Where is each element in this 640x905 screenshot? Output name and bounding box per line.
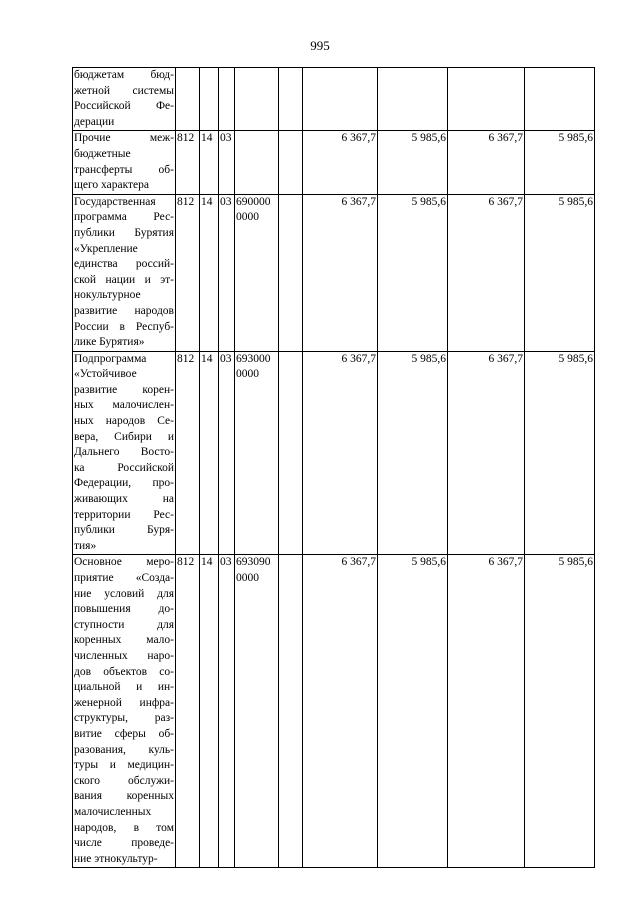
expense-type-cell bbox=[279, 131, 303, 194]
row-name-cell bbox=[73, 131, 176, 194]
row-name-line: Прочие меж- bbox=[74, 132, 174, 145]
amount-cell-3: 6 367,7 bbox=[448, 351, 525, 555]
row-name-line: Подпрограмма bbox=[74, 352, 147, 365]
section-code-cell: 14 bbox=[200, 351, 219, 555]
row-name-line: Дальнего Восто- bbox=[74, 446, 174, 459]
row-name-line: трансферты об- bbox=[74, 163, 174, 176]
row-name-line: России в Респуб- bbox=[74, 320, 174, 333]
amount-cell-1 bbox=[303, 68, 378, 131]
row-name-cell bbox=[73, 68, 176, 131]
page-number: 995 bbox=[310, 38, 330, 53]
target-article-line: 693000 bbox=[236, 352, 271, 365]
row-name-line: ского обслужи- bbox=[74, 774, 174, 787]
amount-cell-1: 6 367,7 bbox=[303, 131, 378, 194]
row-name-line: Государственная bbox=[74, 195, 156, 208]
row-name-line: единства россий- bbox=[74, 258, 174, 271]
row-name-line: туры и медицин- bbox=[74, 759, 174, 772]
target-article-line: 690000 bbox=[236, 195, 271, 208]
row-name-line: витие сферы об- bbox=[74, 727, 174, 740]
amount-cell-3 bbox=[448, 68, 525, 131]
row-name-line: дов объектов со- bbox=[74, 665, 174, 678]
target-article-line: 693090 bbox=[236, 556, 271, 569]
row-name-line: Федерации, про- bbox=[74, 477, 174, 490]
amount-cell-4: 5 985,6 bbox=[525, 194, 595, 351]
row-name-line: развитие народов bbox=[74, 304, 174, 317]
table-row bbox=[73, 555, 595, 868]
row-name-line: Российской Фе- bbox=[74, 100, 174, 113]
expense-type-cell bbox=[279, 68, 303, 131]
amount-cell-2: 5 985,6 bbox=[378, 351, 448, 555]
row-name-line: бюджетные bbox=[74, 147, 131, 160]
row-name-line: малочисленных bbox=[74, 805, 152, 818]
row-name-line: ных народов Се- bbox=[74, 415, 174, 428]
table-row bbox=[73, 194, 595, 351]
row-name-line: программа Рес- bbox=[74, 211, 174, 224]
expense-type-cell bbox=[279, 194, 303, 351]
row-name-line: публики Бурятия bbox=[74, 226, 174, 239]
row-name-line: развитие корен- bbox=[74, 383, 174, 396]
amount-cell-2: 5 985,6 bbox=[378, 131, 448, 194]
ministry-code-cell: 812 bbox=[176, 194, 200, 351]
row-name-line: Основное меро- bbox=[74, 556, 174, 569]
table-row bbox=[73, 68, 595, 131]
table-row bbox=[73, 351, 595, 555]
row-name-line: ние условий для bbox=[74, 587, 174, 600]
target-article-line: 0000 bbox=[236, 211, 259, 224]
subsection-code-cell: 03 bbox=[219, 555, 235, 868]
row-name-line: ных малочислен- bbox=[74, 399, 174, 412]
expense-type-cell bbox=[279, 555, 303, 868]
row-name-line: вания коренных bbox=[74, 790, 174, 803]
target-article-cell bbox=[235, 351, 279, 555]
target-article-cell bbox=[235, 555, 279, 868]
section-code-cell: 14 bbox=[200, 555, 219, 868]
target-article-line: 0000 bbox=[236, 572, 259, 584]
expense-type-cell bbox=[279, 351, 303, 555]
budget-table bbox=[72, 67, 595, 868]
amount-cell-4: 5 985,6 bbox=[525, 555, 595, 868]
amount-cell-1: 6 367,7 bbox=[303, 555, 378, 868]
row-name-line: тия» bbox=[74, 539, 97, 552]
row-name-line: ние этнокультур- bbox=[74, 852, 158, 865]
row-name-line: ка Российской bbox=[74, 461, 174, 474]
ministry-code-cell bbox=[176, 68, 200, 131]
ministry-code-cell: 812 bbox=[176, 351, 200, 555]
target-article-cell bbox=[235, 131, 279, 194]
row-name-line: лике Бурятия» bbox=[74, 336, 145, 349]
row-name-line: публики Буря- bbox=[74, 524, 174, 537]
amount-cell-2: 5 985,6 bbox=[378, 555, 448, 868]
row-name-line: числе проведе- bbox=[74, 837, 174, 850]
row-name-line: живающих на bbox=[74, 493, 174, 506]
row-name-line: щего характера bbox=[74, 179, 149, 192]
section-code-cell: 14 bbox=[200, 131, 219, 194]
row-name-line: вера, Сибири и bbox=[74, 430, 174, 443]
subsection-code-cell bbox=[219, 68, 235, 131]
amount-cell-4: 5 985,6 bbox=[525, 131, 595, 194]
subsection-code-cell: 03 bbox=[219, 131, 235, 194]
section-code-cell: 14 bbox=[200, 194, 219, 351]
amount-cell-3: 6 367,7 bbox=[448, 555, 525, 868]
target-article-cell bbox=[235, 68, 279, 131]
target-article-line: 0000 bbox=[236, 368, 259, 381]
row-name-line: «Укрепление bbox=[74, 242, 138, 255]
subsection-code-cell: 03 bbox=[219, 194, 235, 351]
table-body bbox=[73, 68, 595, 868]
row-name-line: приятие «Созда- bbox=[74, 572, 174, 584]
row-name-line: циальной и ин- bbox=[74, 681, 174, 694]
row-name-cell bbox=[73, 194, 176, 351]
amount-cell-4: 5 985,6 bbox=[525, 351, 595, 555]
row-name-line: ступности для bbox=[74, 618, 174, 631]
ministry-code-cell: 812 bbox=[176, 555, 200, 868]
row-name-line: повышения до- bbox=[74, 603, 174, 616]
row-name-line: разования, куль- bbox=[74, 743, 174, 756]
row-name-cell bbox=[73, 555, 176, 868]
amount-cell-2: 5 985,6 bbox=[378, 194, 448, 351]
row-name-line: «Устойчивое bbox=[74, 368, 137, 381]
target-article-cell bbox=[235, 194, 279, 351]
amount-cell-4 bbox=[525, 68, 595, 131]
row-name-line: коренных мало- bbox=[74, 634, 174, 647]
row-name-line: нокультурное bbox=[74, 289, 141, 302]
amount-cell-1: 6 367,7 bbox=[303, 351, 378, 555]
row-name-cell bbox=[73, 351, 176, 555]
row-name-line: структуры, раз- bbox=[74, 712, 174, 725]
row-name-line: ской нации и эт- bbox=[74, 273, 174, 286]
row-name-line: жетной системы bbox=[74, 84, 174, 97]
amount-cell-3: 6 367,7 bbox=[448, 194, 525, 351]
subsection-code-cell: 03 bbox=[219, 351, 235, 555]
row-name-line: территории Рес- bbox=[74, 508, 174, 521]
row-name-line: народов, в том bbox=[74, 821, 174, 834]
row-name-line: дерации bbox=[74, 115, 115, 128]
amount-cell-3: 6 367,7 bbox=[448, 131, 525, 194]
section-code-cell bbox=[200, 68, 219, 131]
row-name-line: бюджетам бюд- bbox=[74, 69, 174, 81]
amount-cell-1: 6 367,7 bbox=[303, 194, 378, 351]
table-row bbox=[73, 131, 595, 194]
row-name-line: численных наро- bbox=[74, 649, 174, 662]
amount-cell-2 bbox=[378, 68, 448, 131]
ministry-code-cell: 812 bbox=[176, 131, 200, 194]
row-name-line: женерной инфра- bbox=[74, 696, 174, 709]
